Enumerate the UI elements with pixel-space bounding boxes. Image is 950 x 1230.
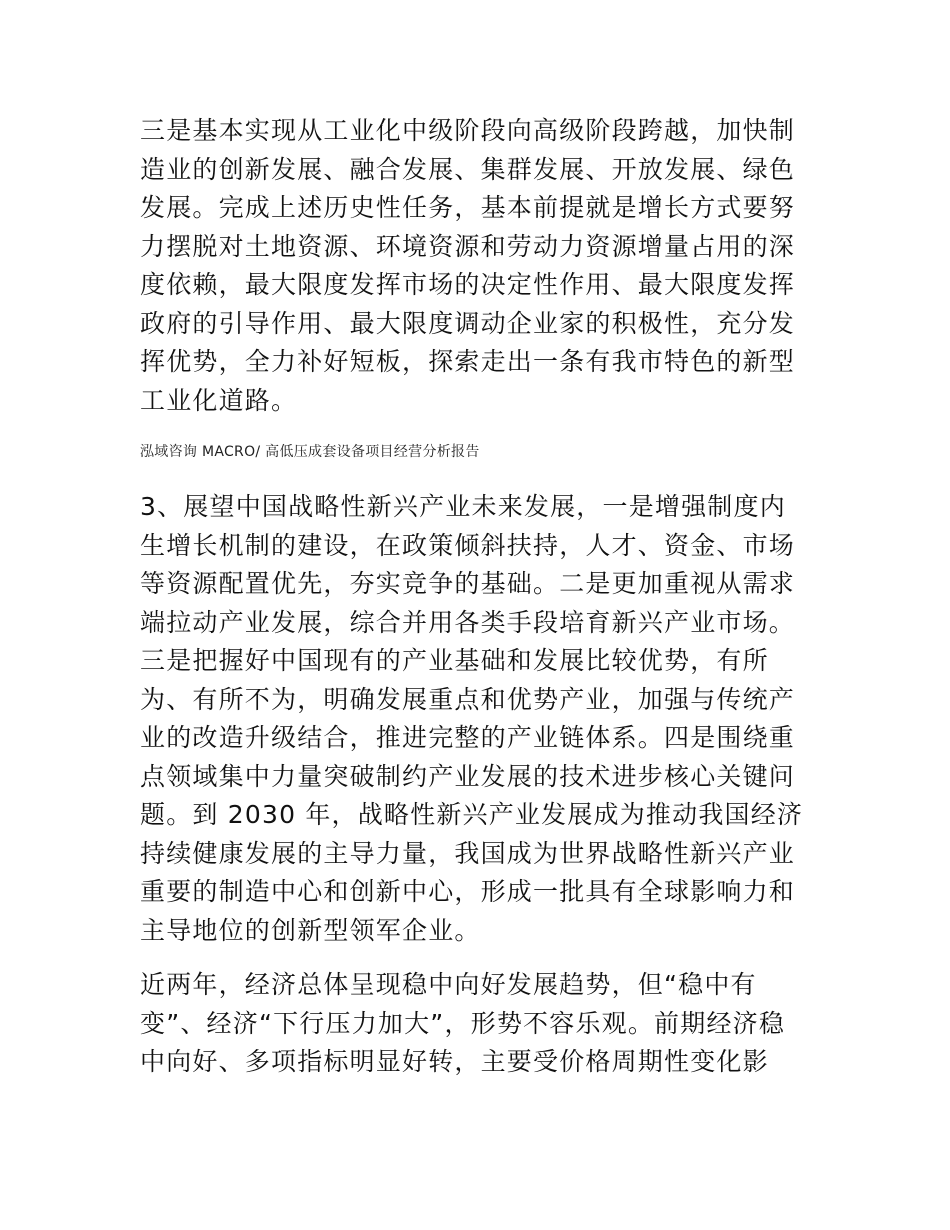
document-page [140,112,812,1082]
paragraph-industrialization: 三是基本实现从工业化中级阶段向高级阶段跨越，加快制造业的创新发展、融合发展、集群发展、开放发展、绿色发展。完成上述历史性任务，基本前提就是增长方式要努力摆脱对土地资源、环境资源和劳动力资源增量占用的深度依赖，最大限度发挥市场的决定性作用、最大限度发挥政府的引导作用、最大限度调动企业家的积极性，充分发挥优势，全力补好短板，探索走出一条有我市特色的新型工业化道路。 [140,116,796,415]
paragraph-economic-trend: 近两年，经济总体呈现稳中向好发展趋势，但“稳中有变”、经济“下行压力加大”，形势不容乐观。前期经济稳中向好、多项指标明显好转，主要受价格周期性变化影 [140,970,786,1076]
report-header-line: 泓域咨询 MACRO/ 高低压成套设备项目经营分析报告 [140,444,480,460]
paragraph-emerging-industries: 3、展望中国战略性新兴产业未来发展，一是增强制度内生增长机制的建设，在政策倾斜扶持，人才、资金、市场等资源配置优先，夯实竞争的基础。二是更加重视从需求端拉动产业发展，综合并用各类手段培育新兴产业市场。三是把握好中国现有的产业基础和发展比较优势，有所为、有所不为，明确发展重点和优势产业，加强与传统产业的改造升级结合，推进完整的产业链体系。四是围绕重点领域集中力量突破制约产业发展的技术进步核心关键问题。到 2030 年，战略性新兴产业发展成为推动我国经济持续健康发展的主导力量，我国成为世界战略性新兴产业重要的制造中心和创新中心，形成一批具有全球影响力和主导地位的创新型领军企业。 [140,492,804,945]
